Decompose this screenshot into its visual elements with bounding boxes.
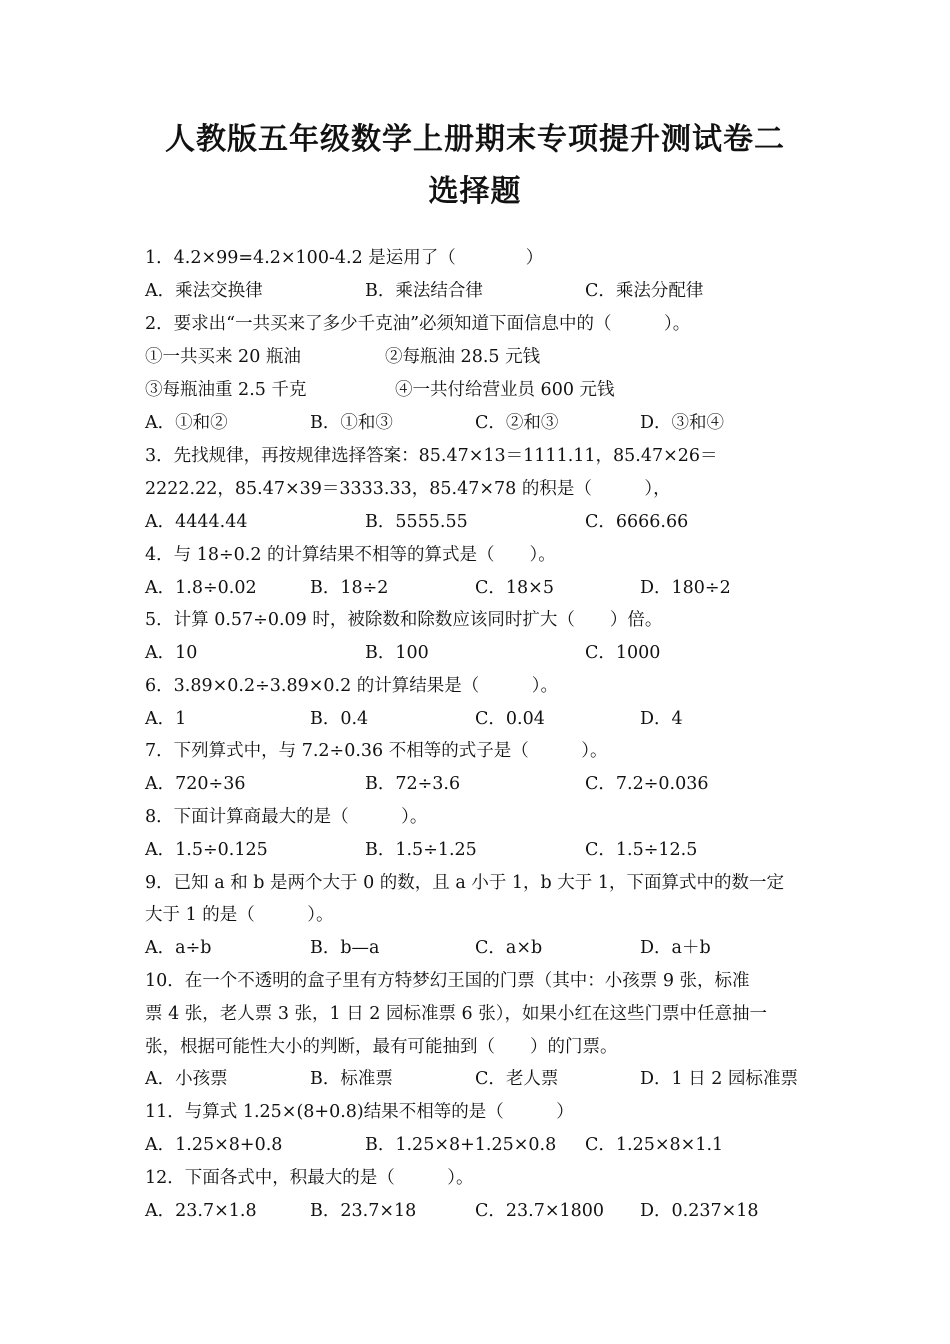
option-a: A．1.5÷0.125	[145, 840, 268, 860]
question-10-stem-line-2: 票 4 张，老人票 3 张，1 日 2 园标准票 6 张），如果小红在这些门票中任意抽一	[145, 1004, 767, 1024]
option-d: D．4	[640, 709, 683, 729]
question-10-stem-line-1: 10．在一个不透明的盒子里有方特梦幻王国的门票（其中：小孩票 9 张，标准	[145, 971, 750, 991]
question-12-stem: 12．下面各式中，积最大的是（ ）。	[145, 1168, 474, 1188]
option-c: C．乘法分配律	[585, 281, 704, 301]
option-a: A．4444.44	[145, 512, 248, 532]
option-c: C．②和③	[475, 413, 559, 433]
option-a: A．23.7×1.8	[145, 1201, 257, 1221]
option-d: D．③和④	[640, 413, 725, 433]
option-a: A．720÷36	[145, 774, 246, 794]
option-d: D．1 日 2 园标准票	[640, 1069, 798, 1089]
option-d: D．180÷2	[640, 578, 731, 598]
option-c: C．7.2÷0.036	[585, 774, 709, 794]
question-2-stem: 2．要求出“一共买来了多少千克油”必须知道下面信息中的（ ）。	[145, 314, 691, 334]
option-b: B．0.4	[310, 709, 369, 729]
option-b: B．100	[365, 643, 429, 663]
page-title: 人教版五年级数学上册期末专项提升测试卷二	[165, 122, 785, 157]
option-b: B．标准票	[310, 1069, 393, 1089]
question-7-stem: 7．下列算式中，与 7.2÷0.36 不相等的式子是（ ）。	[145, 741, 608, 761]
option-c: C．老人票	[475, 1069, 559, 1089]
option-d: D．a＋b	[640, 938, 711, 958]
option-b: B．1.25×8+1.25×0.8	[365, 1135, 557, 1155]
option-c: C．1.5÷12.5	[585, 840, 698, 860]
option-a: A．1.25×8+0.8	[145, 1135, 283, 1155]
question-6-stem: 6．3.89×0.2÷3.89×0.2 的计算结果是（ ）。	[145, 676, 559, 696]
option-a: A．小孩票	[145, 1069, 228, 1089]
question-1-stem: 1．4.2×99=4.2×100-4.2 是运用了（ ）	[145, 248, 544, 268]
option-b: B．b—a	[310, 938, 380, 958]
info-item-2: ②每瓶油 28.5 元钱	[385, 347, 541, 367]
option-b: B．①和③	[310, 413, 393, 433]
option-a: A．①和②	[145, 413, 228, 433]
question-9-stem-line-2: 大于 1 的是（ ）。	[145, 905, 334, 925]
section-title: 选择题	[428, 174, 522, 209]
option-c: C．6666.66	[585, 512, 689, 532]
option-b: B．乘法结合律	[365, 281, 483, 301]
option-b: B．72÷3.6	[365, 774, 461, 794]
option-c: C．0.04	[475, 709, 545, 729]
option-c: C．23.7×1800	[475, 1201, 605, 1221]
question-3-stem-line-1: 3．先找规律，再按规律选择答案：85.47×13＝1111.11，85.47×26＝	[145, 446, 718, 466]
question-4-stem: 4．与 18÷0.2 的计算结果不相等的算式是（ ）。	[145, 545, 556, 565]
option-b: B．1.5÷1.25	[365, 840, 477, 860]
option-c: C．1000	[585, 643, 661, 663]
question-8-stem: 8．下面计算商最大的是（ ）。	[145, 807, 428, 827]
option-c: C．1.25×8×1.1	[585, 1135, 724, 1155]
option-a: A．10	[145, 643, 198, 663]
option-b: B．23.7×18	[310, 1201, 417, 1221]
option-a: A．1	[145, 709, 187, 729]
option-a: A．乘法交换律	[145, 281, 263, 301]
info-item-1: ①一共买来 20 瓶油	[145, 347, 301, 367]
info-item-4: ④一共付给营业员 600 元钱	[395, 380, 615, 400]
question-11-stem: 11．与算式 1.25×(8+0.8)结果不相等的是（ ）	[145, 1102, 574, 1122]
info-item-3: ③每瓶油重 2.5 千克	[145, 380, 307, 400]
option-c: C．a×b	[475, 938, 543, 958]
option-d: D．0.237×18	[640, 1201, 759, 1221]
option-b: B．18÷2	[310, 578, 389, 598]
question-10-stem-line-3: 张，根据可能性大小的判断，最有可能抽到（ ）的门票。	[145, 1037, 618, 1057]
option-a: A．a÷b	[145, 938, 212, 958]
option-c: C．18×5	[475, 578, 554, 598]
option-b: B．5555.55	[365, 512, 468, 532]
option-a: A．1.8÷0.02	[145, 578, 257, 598]
question-9-stem-line-1: 9．已知 a 和 b 是两个大于 0 的数，且 a 小于 1，b 大于 1，下面算式中的数一定	[145, 873, 784, 893]
question-3-stem-line-2: 2222.22，85.47×39＝3333.33，85.47×78 的积是（ ），	[145, 479, 671, 499]
question-5-stem: 5．计算 0.57÷0.09 时，被除数和除数应该同时扩大（ ）倍。	[145, 610, 663, 630]
